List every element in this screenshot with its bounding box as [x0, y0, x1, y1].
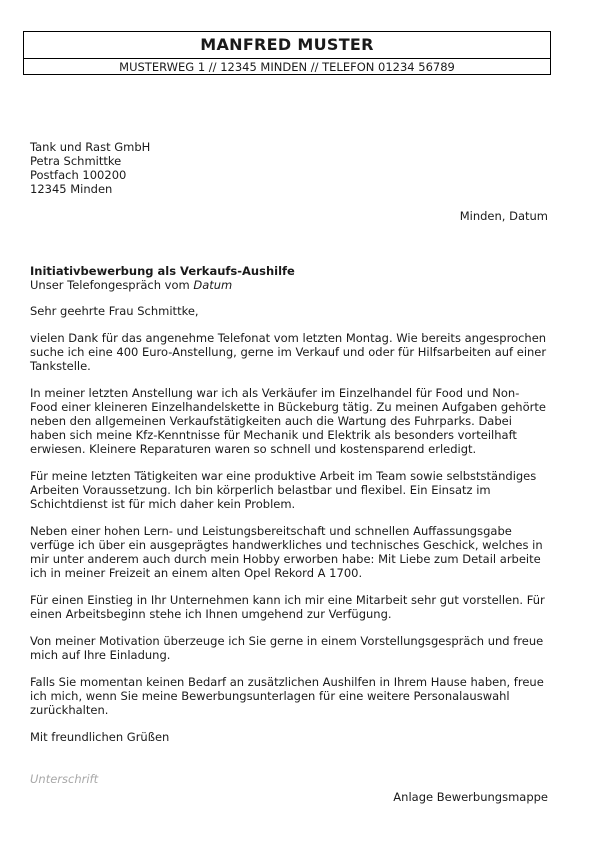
body-line: neben den allgemeinen Verkaufstätigkeiten auch die Wartung des Fuhrparks. Dabei — [30, 414, 512, 428]
body-line: mich auf Ihre Einladung. — [30, 648, 171, 662]
body-line: ich in meiner Freizeit an einem alten Opel Rekord A 1700. — [30, 566, 363, 580]
closing: Mit freundlichen Grüßen — [30, 730, 170, 744]
body-paragraph — [30, 524, 554, 580]
letterhead — [23, 31, 551, 75]
body-line: ich mich, wenn Sie meine Bewerbungsunterlagen für eine weitere Personalauswahl — [30, 689, 510, 703]
body-paragraph — [30, 593, 554, 621]
body-line: haben sich meine Kfz-Kenntnisse für Mechanik und Elektrik als besonders vorteilhaft — [30, 428, 517, 442]
body-line: Arbeiten Voraussetzung. Ich bin körperlich belastbar und flexibel. Ein Einsatz im — [30, 483, 491, 497]
body-line: Tankstelle. — [30, 359, 91, 373]
body-paragraph — [30, 386, 554, 456]
body-paragraph — [30, 469, 554, 511]
body-line: In meiner letzten Anstellung war ich als Verkäufer im Einzelhandel für Food und Non- — [30, 386, 520, 400]
body-line: suche ich eine 400 Euro-Anstellung, gerne im Verkauf und oder für Hilfsarbeiten auf einer — [30, 345, 547, 359]
recipient-line: 12345 Minden — [30, 182, 113, 196]
recipient-line: Tank und Rast GmbH — [30, 140, 151, 154]
recipient-address — [30, 140, 150, 196]
body-paragraph — [30, 331, 554, 373]
body-line: Für meine letzten Tätigkeiten war eine produktive Arbeit im Team sowie selbstständiges — [30, 469, 537, 483]
recipient-line: Postfach 100200 — [30, 168, 127, 182]
body-line: erwiesen. Kleinere Reparaturen waren so schnell und kostensparend erledigt. — [30, 442, 477, 456]
signature-placeholder: Unterschrift — [30, 772, 99, 786]
body-line: Von meiner Motivation überzeuge ich Sie gerne in einem Vorstellungsgespräch und freue — [30, 634, 544, 648]
body-line: verfüge ich über ein ausgeprägtes handwerkliches und technisches Geschick, welches in — [30, 538, 543, 552]
body-line: Schichtdienst ist für mich daher kein Problem. — [30, 497, 296, 511]
salutation: Sehr geehrte Frau Schmittke, — [30, 304, 199, 318]
body-line: Neben einer hohen Lern- und Leistungsbereitschaft und schnellen Auffassungsgabe — [30, 524, 512, 538]
body-line: zurückhalten. — [30, 703, 109, 717]
sender-name: MANFRED MUSTER — [24, 32, 550, 59]
letter-body — [30, 304, 554, 757]
body-line: vielen Dank für das angenehme Telefonat vom letzten Montag. Wie bereits angesprochen — [30, 331, 547, 345]
sender-contact: MUSTERWEG 1 // 12345 MINDEN // TELEFON 01234 56789 — [119, 60, 455, 74]
subject-title: Initiativbewerbung als Verkaufs-Aushilfe — [30, 264, 295, 278]
recipient-line: Petra Schmittke — [30, 154, 122, 168]
reference-prefix: Unser Telefongespräch vom — [30, 278, 194, 292]
place-date: Minden, Datum — [459, 209, 548, 223]
body-line: Für einen Einstieg in Ihr Unternehmen kann ich mir eine Mitarbeit sehr gut vorstellen. Für — [30, 593, 545, 607]
subject-block — [30, 264, 295, 292]
body-line: Falls Sie momentan keinen Bedarf an zusätzlichen Aushilfen in Ihrem Hause haben, freue — [30, 675, 544, 689]
body-paragraph — [30, 634, 554, 662]
subject-reference — [30, 278, 295, 292]
reference-date: Datum — [193, 278, 233, 292]
body-line: einen Arbeitsbeginn stehe ich Ihnen umgehend zur Verfügung. — [30, 607, 392, 621]
body-line: Food einer kleineren Einzelhandelskette in Bückeburg tätig. Zu meinen Aufgaben gehörte — [30, 400, 546, 414]
body-paragraph — [30, 675, 554, 717]
enclosure-note: Anlage Bewerbungsmappe — [393, 790, 548, 804]
body-line: mir unter anderem auch durch mein Hobby erworben habe: Mit Liebe zum Detail arbeite — [30, 552, 541, 566]
